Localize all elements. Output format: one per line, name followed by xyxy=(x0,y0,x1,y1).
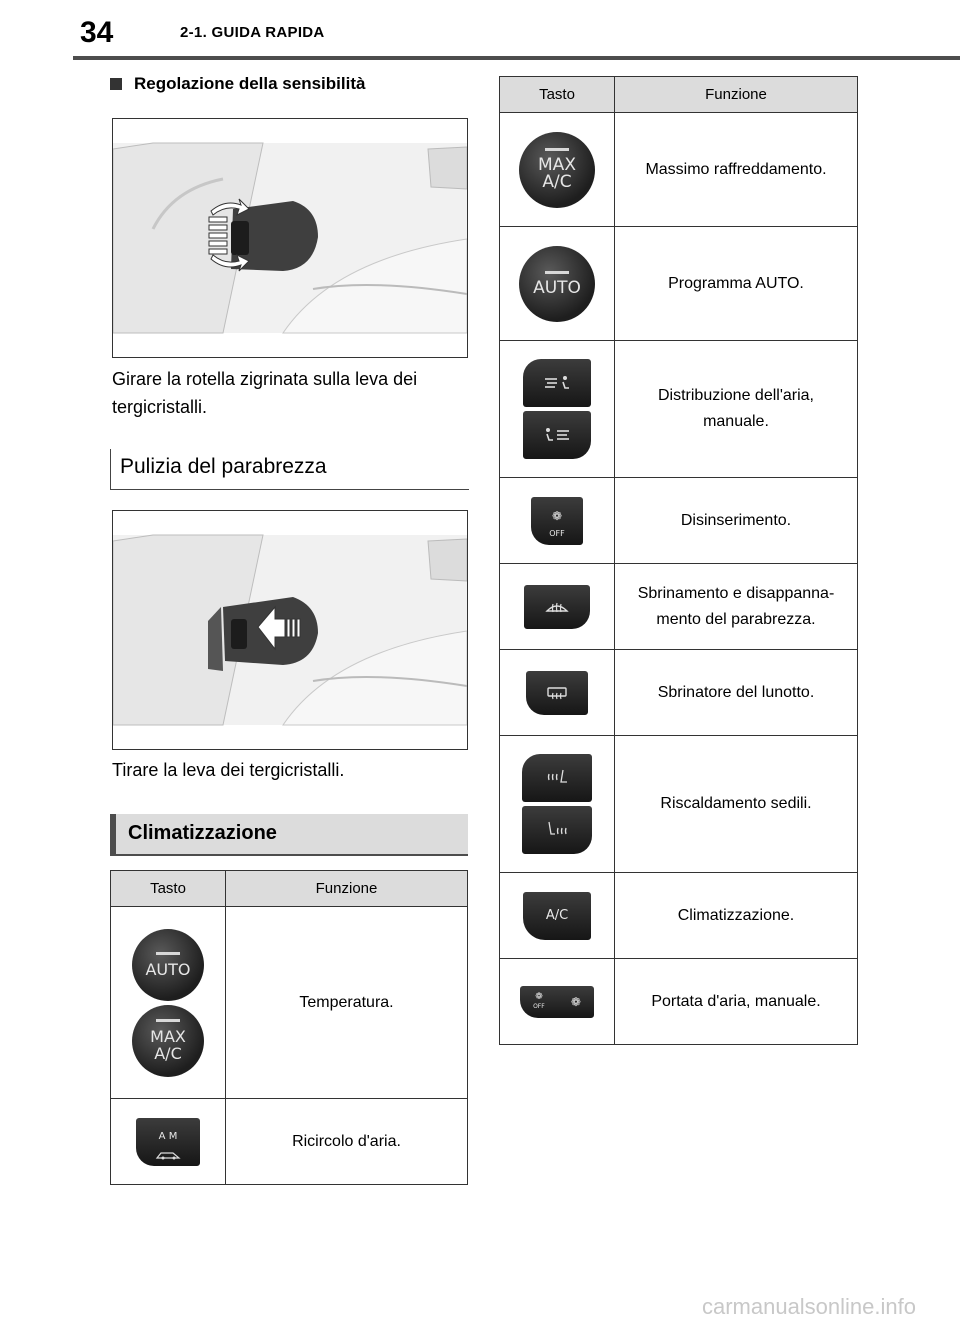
auto-button-label: AUTO xyxy=(533,277,581,298)
wiper-wheel-figure xyxy=(112,118,468,358)
table-header-row xyxy=(111,871,468,907)
function-cell: Temperatura. xyxy=(226,907,468,1099)
function-cell xyxy=(615,341,858,478)
function-line-1: Distribuzione dell'aria, xyxy=(657,387,814,404)
topic-heading-text: Pulizia del parabrezza xyxy=(120,455,327,478)
table-row xyxy=(500,478,858,564)
auto-button-icon xyxy=(519,246,595,322)
auto-button-label: AUTO xyxy=(145,959,191,979)
paragraph-1-line-1: Girare la rotella zigrinata sulla leva dei xyxy=(112,369,418,389)
wiper-lever-figure xyxy=(112,510,468,750)
max-ac-button-label: MAX A/C xyxy=(150,1027,186,1063)
function-line-1: Riscaldamento sedili. xyxy=(660,795,812,812)
max-ac-button-icon xyxy=(519,132,595,208)
seat-heating-upper-icon xyxy=(522,754,592,802)
function-line-1: Portata d'aria, manuale. xyxy=(651,992,821,1010)
column-header-function: Funzione xyxy=(226,871,468,907)
subheading-text: Regolazione della sensibilità xyxy=(134,74,366,93)
seat-heating-lower-icon xyxy=(522,806,592,854)
function-line-1: Massimo raffreddamento. xyxy=(645,160,827,178)
paragraph-1 xyxy=(112,365,468,421)
column-header-key: Tasto xyxy=(111,871,226,907)
max-ac-button-label: MAX A/C xyxy=(538,155,576,192)
function-cell xyxy=(615,736,858,873)
air-distribution-lower-icon xyxy=(523,411,591,459)
climate-keys-table-right xyxy=(499,76,858,1045)
section-heading-text: Climatizzazione xyxy=(128,822,277,844)
fan-speed-button-icon xyxy=(520,986,594,1018)
fan-off-button-icon xyxy=(531,497,583,545)
paragraph-2: Tirare la leva dei tergicristalli. xyxy=(112,760,345,780)
subheading xyxy=(110,74,365,94)
column-header-key: Tasto xyxy=(500,77,615,113)
table-row xyxy=(500,650,858,736)
off-label: OFF xyxy=(533,1002,545,1010)
rear-window-defrost-icon xyxy=(526,671,588,715)
table-row xyxy=(500,736,858,873)
car-recirculation-icon xyxy=(155,1150,181,1160)
function-line-1: Sbrinamento e disappanna- xyxy=(637,584,835,602)
function-cell xyxy=(615,959,858,1045)
fan-off-icon: ❁ OFF xyxy=(533,991,545,1010)
table-row xyxy=(500,959,858,1045)
bullet-square-icon xyxy=(110,78,122,90)
column-header-function: Funzione xyxy=(615,77,858,113)
header-rule xyxy=(73,56,960,60)
topic-heading xyxy=(110,449,469,490)
footer-watermark: carmanualsonline.info xyxy=(701,1294,916,1319)
key-cell xyxy=(500,736,615,873)
key-cell xyxy=(500,650,615,736)
function-line-1: Climatizzazione. xyxy=(677,906,795,924)
function-cell xyxy=(615,650,858,736)
page-number: 34 xyxy=(80,16,114,49)
table-row xyxy=(111,907,468,1099)
key-cell xyxy=(500,113,615,227)
function-line-1: Programma AUTO. xyxy=(668,274,804,292)
key-cell xyxy=(111,1099,226,1185)
function-line-2: manuale. xyxy=(703,413,769,430)
max-ac-button-icon xyxy=(132,1005,204,1077)
table-row xyxy=(500,341,858,478)
key-cell xyxy=(500,873,615,959)
function-line-1: Disinserimento. xyxy=(680,511,792,529)
fan-icon: ❁ xyxy=(551,509,563,523)
climate-keys-table-left xyxy=(110,870,468,1185)
recirculation-button-icon xyxy=(136,1118,200,1166)
recirculation-button-label: A M xyxy=(158,1130,178,1142)
off-label: OFF xyxy=(549,529,565,538)
ac-button-icon xyxy=(523,892,591,940)
key-cell xyxy=(500,564,615,650)
function-cell xyxy=(615,478,858,564)
function-cell xyxy=(615,113,858,227)
table-row xyxy=(500,564,858,650)
key-cell xyxy=(500,478,615,564)
paragraph-1-line-2: tergicristalli. xyxy=(112,397,208,417)
key-cell xyxy=(111,907,226,1099)
function-line-1: Sbrinatore del lunotto. xyxy=(657,683,815,701)
ac-button-label: A/C xyxy=(545,907,569,923)
key-cell xyxy=(500,959,615,1045)
table-row xyxy=(500,227,858,341)
section-heading xyxy=(110,814,468,856)
table-header-row xyxy=(500,77,858,113)
key-cell xyxy=(500,227,615,341)
air-distribution-upper-icon xyxy=(523,359,591,407)
function-cell xyxy=(615,873,858,959)
auto-button-icon xyxy=(132,929,204,1001)
key-cell xyxy=(500,341,615,478)
windshield-defrost-icon xyxy=(524,585,590,629)
function-cell xyxy=(615,227,858,341)
table-row xyxy=(500,873,858,959)
table-row xyxy=(500,113,858,227)
function-line-2: mento del parabrezza. xyxy=(656,610,816,628)
table-row xyxy=(111,1099,468,1185)
chapter-title: 2-1. GUIDA RAPIDA xyxy=(180,24,325,41)
function-cell: Ricircolo d'aria. xyxy=(226,1099,468,1185)
fan-icon: ❁ xyxy=(570,994,581,1009)
function-cell xyxy=(615,564,858,650)
